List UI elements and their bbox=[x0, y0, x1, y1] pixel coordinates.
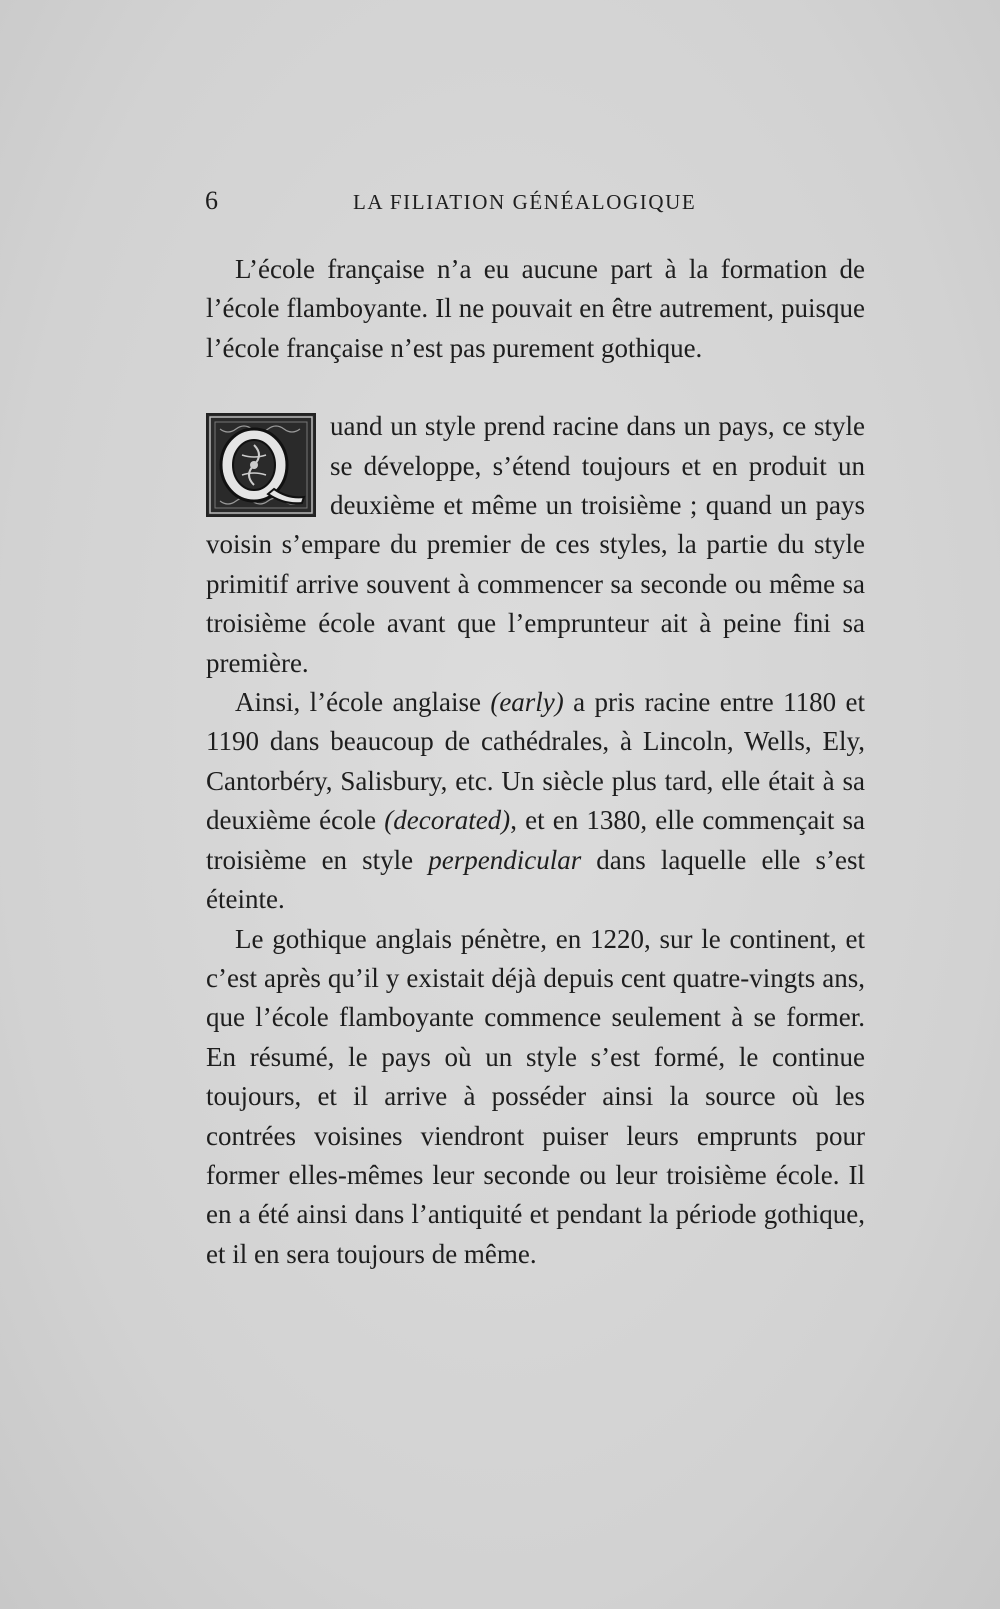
paragraph-3-part-a: Ainsi, l’école anglaise bbox=[235, 687, 491, 718]
ornamental-dropcap bbox=[206, 413, 316, 517]
paragraph-3-part-c: a pris racine entre 1180 et 1190 dans beaucoup de cathédrales, à Lincoln, Wells, Ely, Cantorbéry, Salisbury, etc. Un siècle plus tard, elle était à sa deuxième école bbox=[206, 687, 865, 836]
term-perpendicular: perpendicular bbox=[428, 844, 582, 875]
running-title: LA FILIATION GÉNÉALOGIQUE bbox=[353, 190, 697, 214]
page-header bbox=[205, 186, 865, 220]
paragraph-1: L’école française n’a eu aucune part à la formation de l’école flamboyante. Il ne pouvait en être autrement, puisque l’école française n’est pas purement gothique. bbox=[206, 254, 865, 363]
dropcap-ornament-icon bbox=[208, 415, 314, 515]
paragraph-3 bbox=[206, 683, 865, 919]
page-number: 6 bbox=[205, 186, 218, 215]
term-decorated: (decorated) bbox=[384, 805, 511, 836]
body-text bbox=[206, 250, 865, 1274]
paragraph-3-part-g: dans laquelle elle s’est éteinte. bbox=[206, 844, 865, 915]
paragraph-3-part-e: , et en 1380, elle commençait sa troisième en style bbox=[206, 805, 865, 875]
paragraph-2-text: uand un style prend racine dans un pays, ce style se développe, s’étend toujours et en produit un deuxième et même un troisième ; quand un pays voisin s’empare du premier de ces styles, la partie du style primitif arrive souvent à commencer sa seconde ou même sa troisième école avant que l’emprunteur ait à peine fini sa première. bbox=[206, 411, 865, 678]
paragraph-2 bbox=[206, 407, 865, 683]
term-early: (early) bbox=[490, 687, 564, 718]
paragraph-4: Le gothique anglais pénètre, en 1220, sur le continent, et c’est après qu’il y existait déjà depuis cent quatre-vingts ans, que l’école flamboyante commence seulement à se former. En résumé, le pays où un style s’est formé, le continue toujours, et il arrive à posséder ainsi la source où les contrées voisines viendront puiser leurs emprunts pour former elles-mêmes leur seconde ou leur troisième école. Il en a été ainsi dans l’antiquité et pendant la période gothique, et il en sera toujours de même. bbox=[206, 923, 865, 1269]
